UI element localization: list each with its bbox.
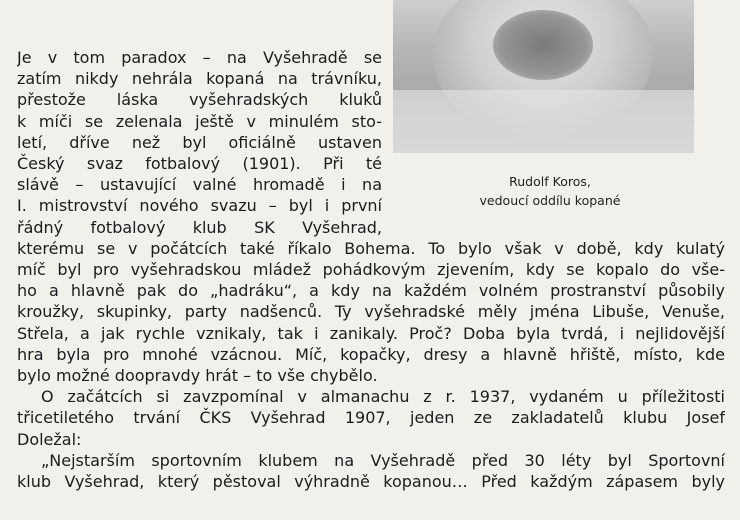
text-line: hra byla pro mnohé vzácnou. Míč, kopačky, dresy a hlavně hřiště, místo, kde (17, 344, 725, 364)
text-line: I. mistrovství nového svazu – byl i první (17, 196, 382, 216)
text-line: letí, dříve než byl oficiálně ustaven (17, 132, 382, 152)
text-line: ho a hlavně pak do „hadráku“, a kdy na každém volném prostranství působily (17, 281, 725, 301)
text-line: zatím nikdy nehrála kopaná na trávníku, (17, 69, 382, 89)
caption-role: vedoucí oddílu kopané (479, 193, 621, 208)
text-line: klub Vyšehrad, který pěstoval výhradně kopanou… Před každým zápasem byly (17, 472, 725, 492)
text-line: Je v tom paradox – na Vyšehradě se (17, 48, 382, 67)
text-line: „Nejstarším sportovním klubem na Vyšehradě před 30 léty byl Sportovní (41, 450, 725, 470)
text-line: kroužky, skupinky, party nadšenců. Ty vyšehradské měly jména Libuše, Venuše, (17, 302, 725, 322)
text-line: Český svaz fotbalový (1901). Při té (17, 154, 382, 174)
caption-name: Rudolf Koros, (509, 174, 591, 189)
text-line: řádný fotbalový klub SK Vyšehrad, (17, 217, 382, 237)
text-line: kterému se v počátcích také říkalo Bohema. To bylo však v době, kdy kulatý (17, 238, 725, 258)
text-line: bylo možné doopravdy hrát – to vše chybělo. (17, 366, 378, 386)
article-body (17, 47, 725, 492)
text-line: přestože láska vyšehradských kluků (17, 90, 382, 110)
text-line: Doležal: (17, 429, 82, 449)
text-line: O začátcích si zavzpomínal v almanachu z r. 1937, vydaném u příležitosti (41, 387, 725, 407)
text-line: k míči se zelenala ještě v minulém sto- (17, 111, 382, 131)
text-line: Střela, a jak rychle vznikaly, tak i zanikaly. Proč? Doba byla tvrdá, i nejlidovější (17, 323, 725, 343)
text-line: třicetiletého trvání ČKS Vyšehrad 1907, jeden ze zakladatelů klubu Josef (17, 408, 725, 428)
text-line: slávě – ustavující valné hromadě i na (17, 175, 382, 195)
text-line: míč byl pro vyšehradskou mládež pohádkovým zjevením, kdy se kopalo do vše- (17, 260, 725, 280)
